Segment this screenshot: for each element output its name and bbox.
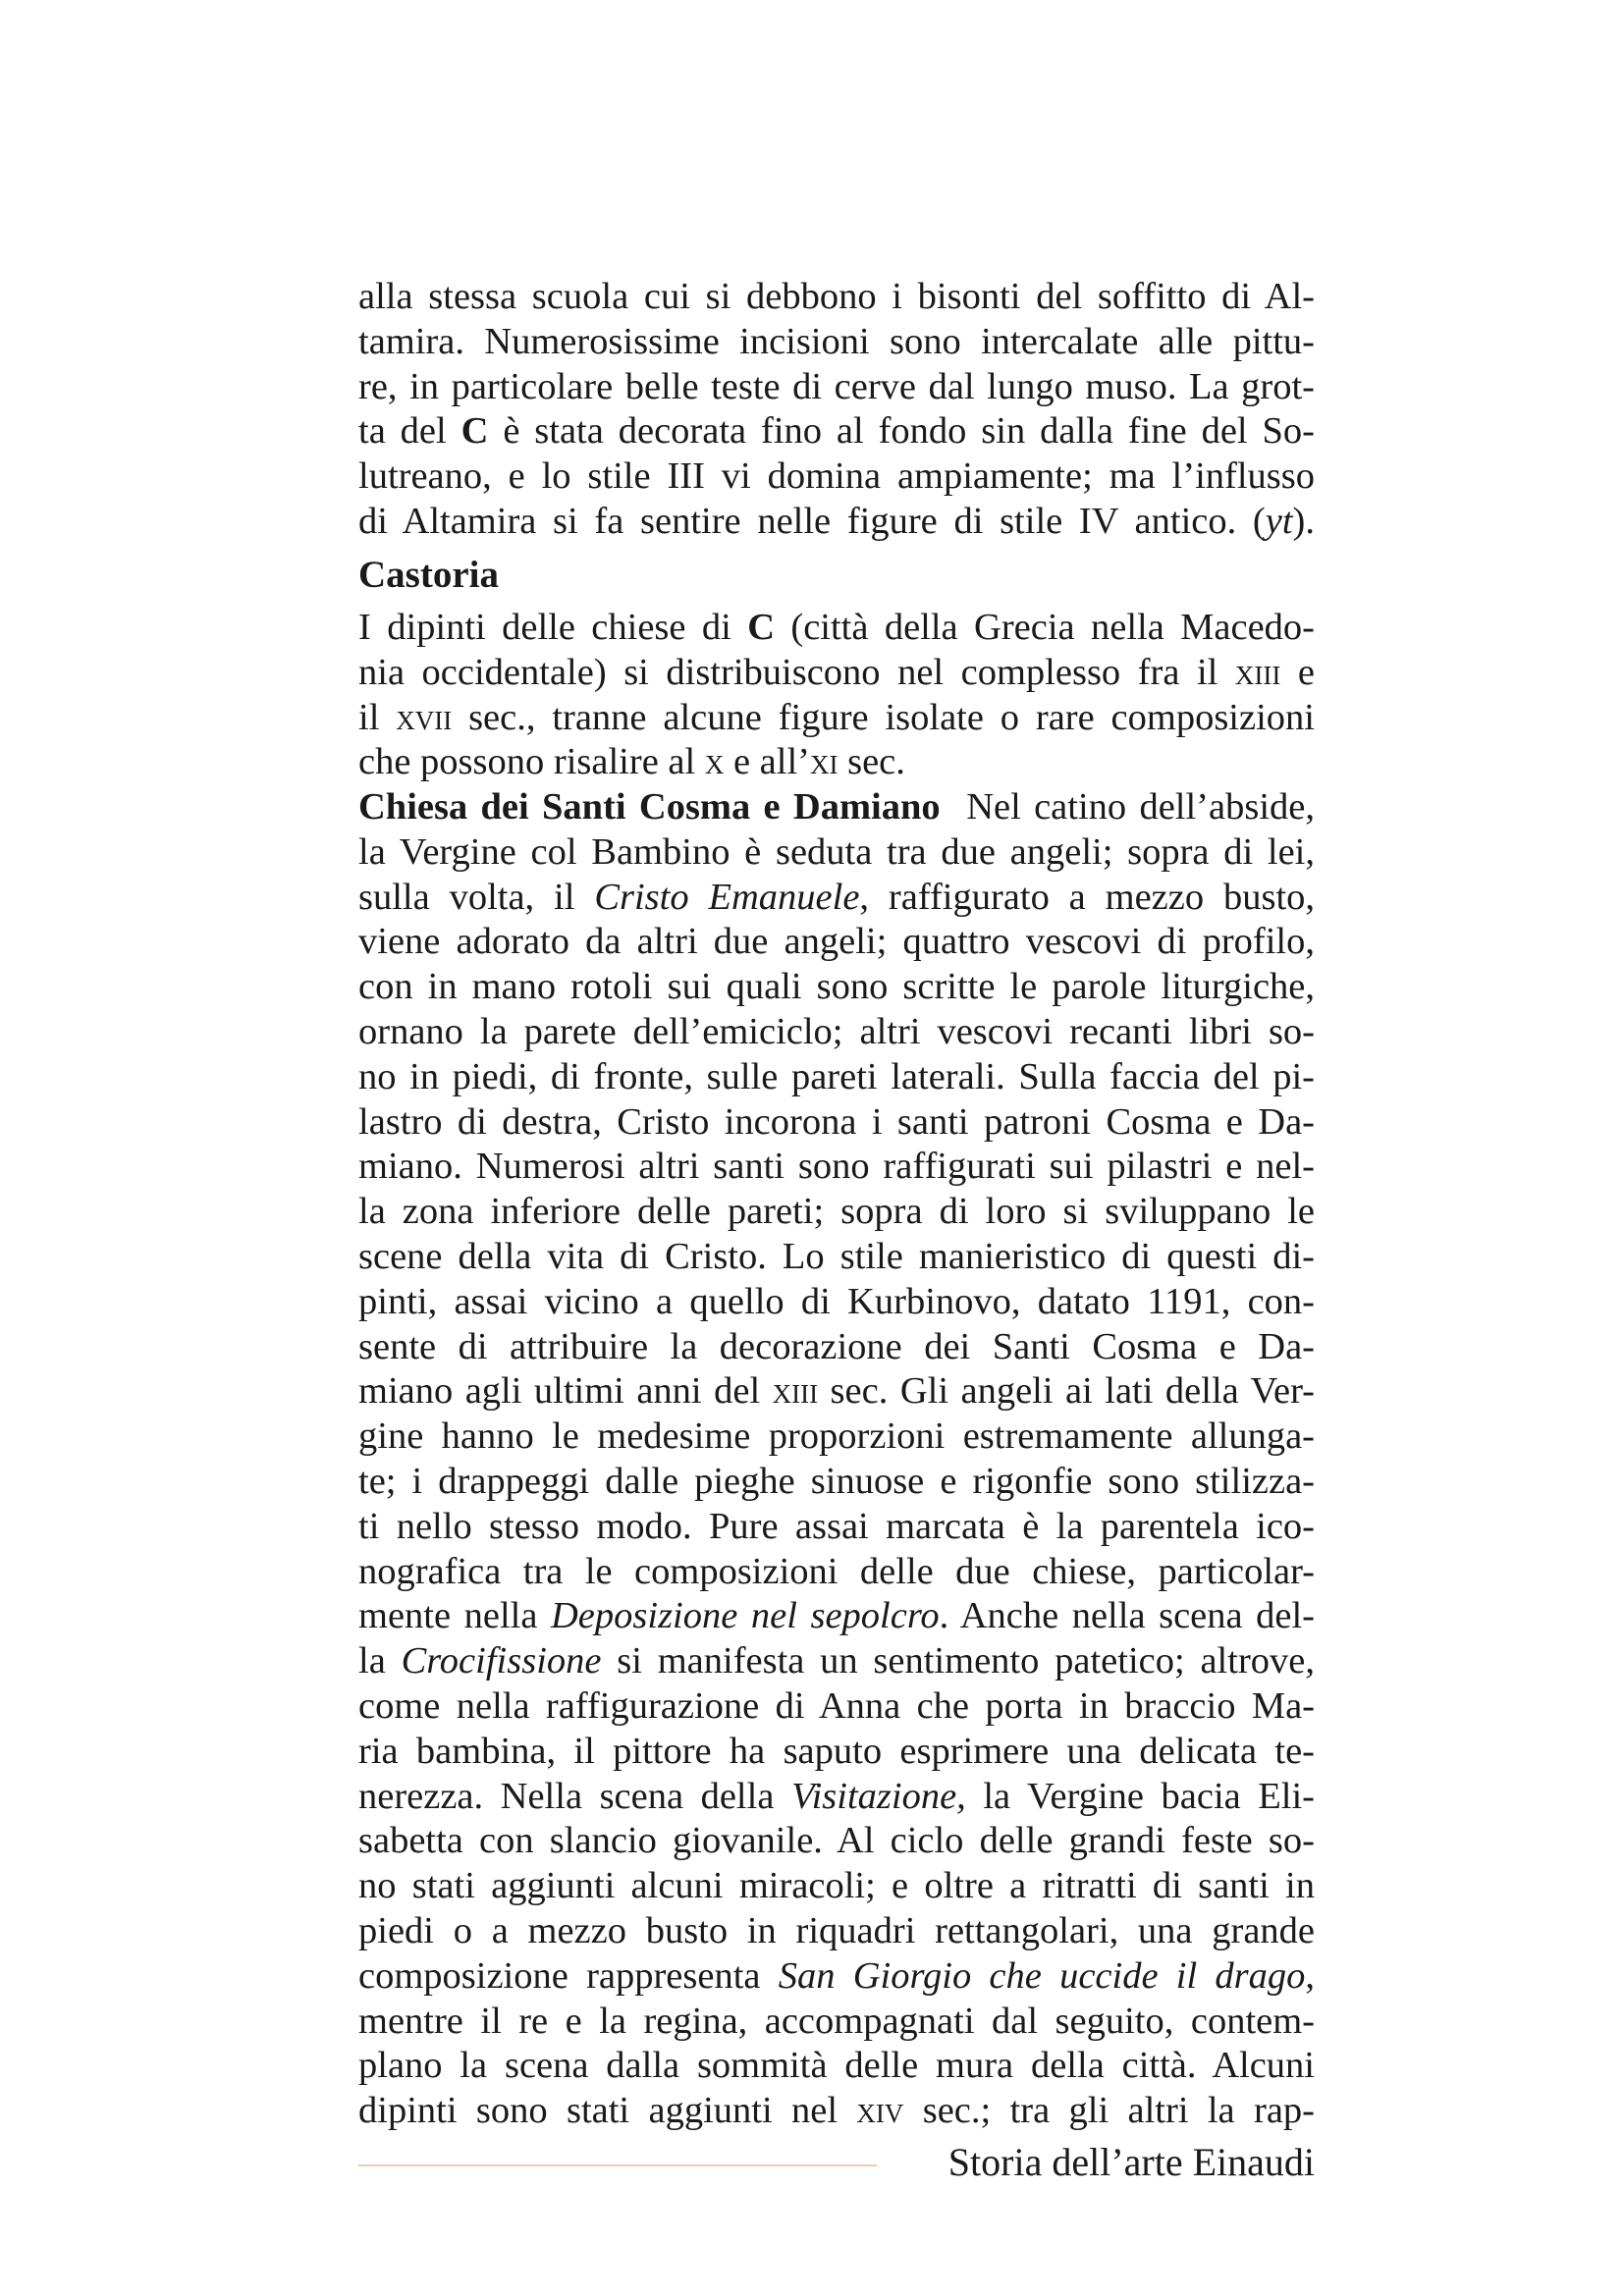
century-numeral: xvii bbox=[396, 696, 453, 738]
text-run: (città della Grecia nella Macedo- bbox=[775, 607, 1315, 648]
artwork-title: Cristo Emanuele bbox=[594, 876, 860, 918]
intro-paragraph bbox=[358, 275, 1315, 545]
section-title: Castoria bbox=[358, 554, 499, 596]
text-run: si manifesta un sentimento patetico; altrove, bbox=[601, 1640, 1315, 1682]
text-line: sabetta con slancio giovanile. Al ciclo delle grandi feste so- bbox=[358, 1820, 1315, 1862]
text-line bbox=[358, 651, 1315, 696]
text-run: ta del bbox=[358, 410, 461, 453]
text-run: sec., tranne alcune figure isolate o rare composizioni bbox=[452, 696, 1315, 738]
castoria-paragraph bbox=[358, 606, 1315, 785]
text-line: mentre il re e la regina, accompagnati dal seguito, contem- bbox=[358, 2000, 1315, 2042]
text-line bbox=[358, 409, 1315, 454]
text-line: ti nello stesso modo. Pure assai marcata è la parentela ico- bbox=[358, 1505, 1315, 1547]
text-line bbox=[358, 876, 1315, 921]
century-numeral: xi bbox=[809, 741, 839, 783]
text-line: re, in particolare belle teste di cerve dal lungo muso. La grot- bbox=[358, 365, 1315, 407]
text-run: sulla volta, il bbox=[358, 876, 595, 918]
text-line: lastro di destra, Cristo incorona i santi patroni Cosma e Da- bbox=[358, 1100, 1315, 1143]
church-paragraph bbox=[358, 785, 1315, 2134]
bold-initial: C bbox=[747, 607, 775, 648]
century-numeral: xiii bbox=[772, 1370, 819, 1413]
text-line: te; i drappeggi dalle pieghe sinuose e rigonfie sono stilizza- bbox=[358, 1460, 1315, 1502]
text-line bbox=[358, 740, 1315, 785]
text-line: gine hanno le medesime proporzioni estremamente allunga- bbox=[358, 1415, 1315, 1458]
text-line bbox=[358, 1639, 1315, 1684]
text-line bbox=[358, 785, 1315, 830]
footer-title: Storia dell’arte Einaudi bbox=[947, 2140, 1315, 2184]
text-run: sec.; tra gli altri la rap- bbox=[903, 2090, 1315, 2132]
text-run: sec. bbox=[838, 741, 905, 783]
text-line: la Vergine col Bambino è seduta tra due angeli; sopra di lei, bbox=[358, 830, 1315, 873]
text-line bbox=[358, 1594, 1315, 1639]
text-run: sec. Gli angeli ai lati della Ver- bbox=[818, 1370, 1315, 1413]
text-line: sente di attribuire la decorazione dei Santi Cosma e Da- bbox=[358, 1325, 1315, 1367]
text-run: il bbox=[358, 696, 397, 738]
text-line: con in mano rotoli sui quali sono scritte le parole liturgiche, bbox=[358, 966, 1315, 1008]
bold-initial: C bbox=[460, 410, 489, 453]
artwork-title: Deposizione nel sepolcro bbox=[551, 1595, 940, 1637]
text-run: . Anche nella scena del- bbox=[939, 1595, 1315, 1637]
text-run: composizione rappresenta bbox=[358, 1954, 779, 1997]
text-line: come nella raffigurazione di Anna che porta in braccio Ma- bbox=[358, 1684, 1315, 1727]
text-run: nia occidentale) si distribuiscono nel complesso fra il bbox=[358, 651, 1235, 693]
text-line: viene adorato da altri due angeli; quattro vescovi di profilo, bbox=[358, 921, 1315, 963]
text-run: , raffigurato a mezzo busto, bbox=[859, 876, 1316, 918]
text-run: ). bbox=[1292, 500, 1315, 542]
text-run: miano agli ultimi anni del bbox=[358, 1370, 773, 1413]
century-numeral: xiv bbox=[856, 2090, 904, 2132]
text-line: ornano la parete dell’emiciclo; altri vescovi recanti libri so- bbox=[358, 1010, 1315, 1052]
text-line bbox=[358, 1369, 1315, 1415]
century-numeral: x bbox=[704, 741, 725, 783]
text-run: la Vergine bacia Eli- bbox=[965, 1775, 1315, 1817]
author-initials: yt bbox=[1265, 500, 1293, 542]
text-run: di Altamira si fa sentire nelle figure di stile IV antico. ( bbox=[358, 500, 1266, 542]
artwork-title: Visitazione, bbox=[790, 1775, 966, 1817]
text-line bbox=[358, 1954, 1315, 2000]
text-line: alla stessa scuola cui si debbono i bisonti del soffitto di Al- bbox=[358, 276, 1315, 317]
century-numeral: xiii bbox=[1234, 651, 1281, 693]
artwork-title: San Giorgio che uccide il drago bbox=[778, 1954, 1306, 1997]
text-run: Nel catino dell’abside, bbox=[940, 786, 1315, 828]
text-line: piedi o a mezzo busto in riquadri rettangolari, una grande bbox=[358, 1909, 1315, 1951]
text-line: pinti, assai vicino a quello di Kurbinovo, datato 1191, con- bbox=[358, 1280, 1315, 1322]
text-run: mente nella bbox=[358, 1595, 551, 1637]
text-line: no stati aggiunti alcuni miracoli; e oltre a ritratti di santi in bbox=[358, 1865, 1315, 1907]
text-line: lutreano, e lo stile III vi domina ampiamente; ma l’influsso bbox=[358, 455, 1315, 498]
text-run: , bbox=[1305, 1954, 1315, 1997]
text-line bbox=[358, 1775, 1315, 1820]
church-subtitle: Chiesa dei Santi Cosma e Damiano bbox=[358, 786, 941, 828]
artwork-title: Crocifissione bbox=[401, 1640, 602, 1682]
text-run: che possono risalire al bbox=[358, 741, 705, 783]
text-run: dipinti sono stati aggiunti nel bbox=[358, 2090, 857, 2132]
text-line: ria bambina, il pittore ha saputo esprimere una delicata te- bbox=[358, 1730, 1315, 1772]
text-run: la bbox=[358, 1640, 402, 1682]
text-line: tamira. Numerosissime incisioni sono intercalate alle pittu- bbox=[358, 320, 1315, 362]
text-line: miano. Numerosi altri santi sono raffigurati sui pilastri e nel- bbox=[358, 1146, 1315, 1188]
text-line: no in piedi, di fronte, sulle pareti laterali. Sulla faccia del pi- bbox=[358, 1055, 1315, 1097]
text-line bbox=[358, 606, 1315, 651]
footer-rule bbox=[358, 2164, 877, 2166]
text-line bbox=[358, 2089, 1315, 2134]
text-run: I dipinti delle chiese di bbox=[358, 607, 748, 648]
text-line: la zona inferiore delle pareti; sopra di loro si sviluppano le bbox=[358, 1191, 1315, 1233]
text-run: è stata decorata fino al fondo sin dalla fine del So- bbox=[488, 410, 1315, 453]
section-heading-block bbox=[358, 553, 1315, 598]
text-line: plano la scena dalla sommità delle mura della città. Alcuni bbox=[358, 2045, 1315, 2087]
text-line: scene della vita di Cristo. Lo stile manieristico di questi di- bbox=[358, 1235, 1315, 1277]
text-run: nerezza. Nella scena della bbox=[358, 1775, 791, 1817]
text-line bbox=[358, 500, 1315, 545]
text-line: nografica tra le composizioni delle due chiese, particolar- bbox=[358, 1550, 1315, 1592]
text-run: e bbox=[1280, 651, 1315, 693]
text-line bbox=[358, 696, 1315, 741]
text-run: e all’ bbox=[724, 741, 810, 783]
